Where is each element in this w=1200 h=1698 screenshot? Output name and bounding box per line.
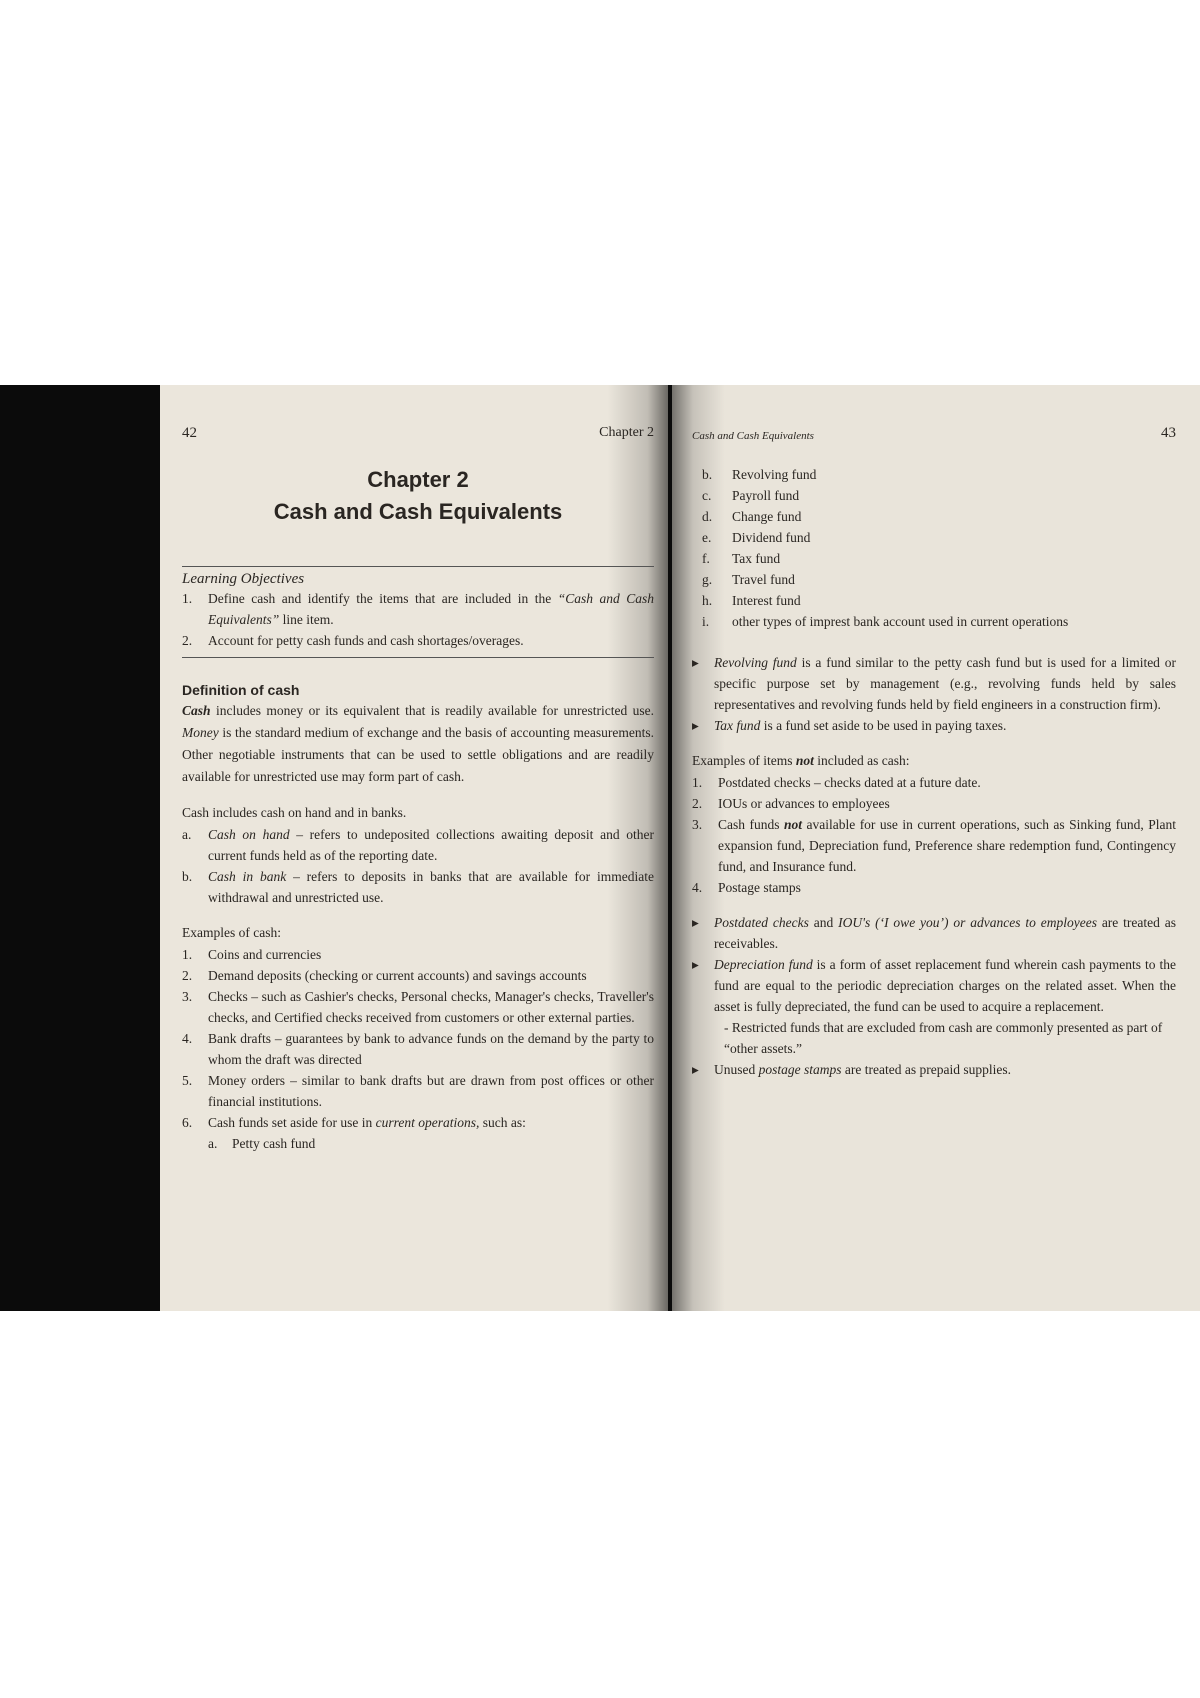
left-page-number: 42 — [182, 425, 197, 441]
definition-heading: Definition of cash — [182, 682, 300, 698]
list-item — [182, 1028, 654, 1070]
cash-includes-text: Cash includes cash on hand and in banks. — [182, 805, 407, 820]
right-running-head-title: Cash and Cash Equivalents — [692, 430, 814, 442]
note-text — [714, 1059, 1176, 1080]
list-item — [702, 569, 1176, 590]
list-item — [702, 464, 1176, 485]
bullet-icon: ▸ — [692, 1062, 699, 1077]
bullet-icon: ▸ — [692, 655, 699, 670]
term-postdated-checks: Postdated checks — [714, 915, 809, 930]
list-marker: h. — [702, 593, 713, 608]
list-marker: b. — [182, 869, 193, 884]
list-text: Bank drafts – guarantees by bank to advance funds on the demand by the party to whom the draft was directed — [208, 1031, 654, 1067]
list-item — [692, 877, 1176, 898]
term-tax-fund: Tax fund — [714, 718, 761, 733]
list-text: Coins and currencies — [208, 947, 322, 962]
left-page — [160, 385, 668, 1311]
list-text-part: – refers to undeposited collections awaiting deposit and other current funds held as of the reporting date. — [208, 827, 654, 863]
list-item — [182, 1070, 654, 1112]
term-ious: IOU's (‘I owe you’) or advances to employees — [838, 915, 1097, 930]
list-text-part: Cash funds — [718, 817, 784, 832]
list-item — [182, 965, 654, 986]
list-item — [702, 548, 1176, 569]
list-marker: a. — [182, 827, 192, 842]
list-item — [702, 527, 1176, 548]
heading-text-part: Examples of items — [692, 753, 796, 768]
list-text: Travel fund — [732, 572, 795, 587]
note-text-part: are treated as receivables. — [714, 915, 1177, 951]
sub-list-item — [208, 1133, 654, 1154]
list-item — [692, 793, 1176, 814]
list-emphasis: current operations, — [375, 1115, 480, 1130]
list-text: Tax fund — [732, 551, 781, 566]
list-marker: e. — [702, 530, 712, 545]
term-money: Money — [182, 725, 219, 740]
list-text: Interest fund — [732, 593, 801, 608]
list-text — [208, 866, 654, 908]
list-text-part: – refers to deposits in banks that are available for immediate withdrawal and unrestricted use. — [208, 869, 654, 905]
bullet-icon: ▸ — [692, 915, 699, 930]
list-marker: 1. — [182, 947, 193, 962]
chapter-label: Chapter 2 — [367, 467, 469, 492]
list-item — [702, 485, 1176, 506]
list-marker: 3. — [692, 817, 703, 832]
list-item — [692, 772, 1176, 793]
note-text — [714, 715, 1176, 736]
list-text-part: available for use in current operations, such as Sinking fund, Plant expansion fund, Depreciation fund, Preference share redemption fund, Contingency fund, and Insurance fund. — [718, 817, 1177, 874]
heading-text-part: included as cash: — [813, 753, 910, 768]
list-text: Postdated checks – checks dated at a future date. — [718, 775, 981, 790]
list-marker: g. — [702, 572, 713, 587]
term-depreciation-fund: Depreciation fund — [714, 957, 813, 972]
list-item — [702, 611, 1176, 632]
list-text — [208, 1112, 654, 1133]
right-page — [672, 385, 1200, 1311]
list-item — [182, 944, 654, 965]
list-text: Change fund — [732, 509, 802, 524]
list-text — [718, 814, 1176, 877]
chapter-title — [182, 464, 654, 528]
list-item — [702, 590, 1176, 611]
list-text — [208, 824, 654, 866]
not-cash-heading — [692, 750, 1176, 772]
note-item — [692, 912, 1176, 954]
list-marker: b. — [702, 467, 713, 482]
left-running-head-title: Chapter 2 — [599, 425, 654, 440]
note-text-part: Unused — [714, 1062, 759, 1077]
note-text — [714, 912, 1176, 954]
list-item — [182, 824, 654, 866]
left-running-head — [182, 425, 654, 442]
list-item — [692, 814, 1176, 877]
list-item — [182, 986, 654, 1028]
list-text: Payroll fund — [732, 488, 800, 503]
note-text-part: is a form of asset replacement fund wherein cash payments to the fund are equal to the periodic depreciation charges on the related asset. When the asset is fully depreciated, the fund can be used to acquire a replacement. — [714, 957, 1176, 1014]
list-text: Postage stamps — [718, 880, 801, 895]
heading-emphasis: not — [795, 753, 814, 768]
examples-heading: Examples of cash: — [182, 925, 281, 940]
definition-paragraph — [182, 700, 654, 788]
list-text: Petty cash fund — [232, 1136, 316, 1151]
term-cash: Cash — [182, 703, 211, 718]
list-emphasis: not — [783, 817, 802, 832]
examples-list — [182, 944, 654, 1154]
note-item — [692, 652, 1176, 715]
note-text-part: and — [808, 915, 839, 930]
note-text-part: is a fund set aside to be used in paying taxes. — [760, 718, 1007, 733]
list-text: Dividend fund — [732, 530, 811, 545]
list-marker: d. — [702, 509, 713, 524]
note-text-part: is a fund similar to the petty cash fund but is used for a limited or specific purpose set by management (e.g., revolving funds held by sales representatives and revolving funds held by field engineers in a construction firm). — [714, 655, 1176, 712]
list-text: Checks – such as Cashier's checks, Personal checks, Manager's checks, Traveller's checks, and Certified checks received from customers or other external parties. — [208, 989, 654, 1025]
list-item — [182, 866, 654, 908]
list-marker: i. — [702, 614, 710, 629]
term-revolving-fund: Revolving fund — [714, 655, 797, 670]
list-marker: a. — [208, 1136, 218, 1151]
list-item — [702, 506, 1176, 527]
receivable-notes — [692, 912, 1176, 1080]
list-marker: 2. — [692, 796, 703, 811]
list-text: other types of imprest bank account used in current operations — [732, 614, 1069, 629]
objective-emphasis: “Cash and Cash Equivalents” — [208, 591, 654, 627]
right-running-head — [692, 425, 1176, 442]
objective-text — [208, 588, 654, 630]
list-text: Money orders – similar to bank drafts but are drawn from post offices or other financial institutions. — [208, 1073, 654, 1109]
fund-notes — [692, 652, 1176, 736]
term-cash-on-hand: Cash on hand — [208, 827, 290, 842]
definition-text: is the standard medium of exchange and the basis of accounting measurements. Other negotiable instruments that can be used to settle obligations and are readily available for unrestricted use may form part of cash. — [182, 725, 654, 784]
list-marker: c. — [702, 488, 712, 503]
objective-item — [182, 588, 654, 630]
term-postage-stamps: postage stamps — [758, 1062, 842, 1077]
chapter-name: Cash and Cash Equivalents — [273, 499, 563, 524]
list-text-part: such as: — [479, 1115, 526, 1130]
restricted-funds-note: - Restricted funds that are excluded from cash are commonly presented as part of “other assets.” — [724, 1020, 1163, 1056]
note-item — [692, 954, 1176, 1017]
objective-number: 2. — [182, 633, 193, 648]
list-item — [182, 1112, 654, 1133]
note-item — [692, 715, 1176, 736]
list-marker: 6. — [182, 1115, 193, 1130]
list-text: Revolving fund — [732, 467, 817, 482]
list-marker: 5. — [182, 1073, 193, 1088]
objectives-heading: Learning Objectives — [182, 571, 305, 587]
not-cash-list — [692, 772, 1176, 898]
objective-number: 1. — [182, 591, 193, 606]
objective-item — [182, 630, 654, 651]
bullet-icon: ▸ — [692, 957, 699, 972]
list-marker: 1. — [692, 775, 703, 790]
objective-text-part: Define cash and identify the items that are included in the — [208, 591, 558, 606]
list-text: Demand deposits (checking or current accounts) and savings accounts — [208, 968, 587, 983]
learning-objectives-box — [182, 566, 654, 658]
list-marker: 4. — [182, 1031, 193, 1046]
right-page-number: 43 — [1161, 425, 1176, 441]
list-marker: f. — [702, 551, 710, 566]
note-text-part: are treated as prepaid supplies. — [841, 1062, 1011, 1077]
note-item — [692, 1059, 1176, 1080]
objective-text-part: line item. — [279, 612, 334, 627]
cash-types-list — [182, 824, 654, 908]
note-text — [714, 652, 1176, 715]
term-cash-in-bank: Cash in bank — [208, 869, 287, 884]
funds-list — [702, 464, 1176, 632]
objective-text: Account for petty cash funds and cash shortages/overages. — [208, 633, 524, 648]
list-text-part: Cash funds set aside for use in — [208, 1115, 376, 1130]
list-text: IOUs or advances to employees — [718, 796, 890, 811]
list-marker: 2. — [182, 968, 193, 983]
list-marker: 4. — [692, 880, 703, 895]
bullet-icon: ▸ — [692, 718, 699, 733]
note-text — [714, 954, 1176, 1017]
list-marker: 3. — [182, 989, 193, 1004]
definition-text: includes money or its equivalent that is readily available for unrestricted use. — [210, 703, 654, 718]
